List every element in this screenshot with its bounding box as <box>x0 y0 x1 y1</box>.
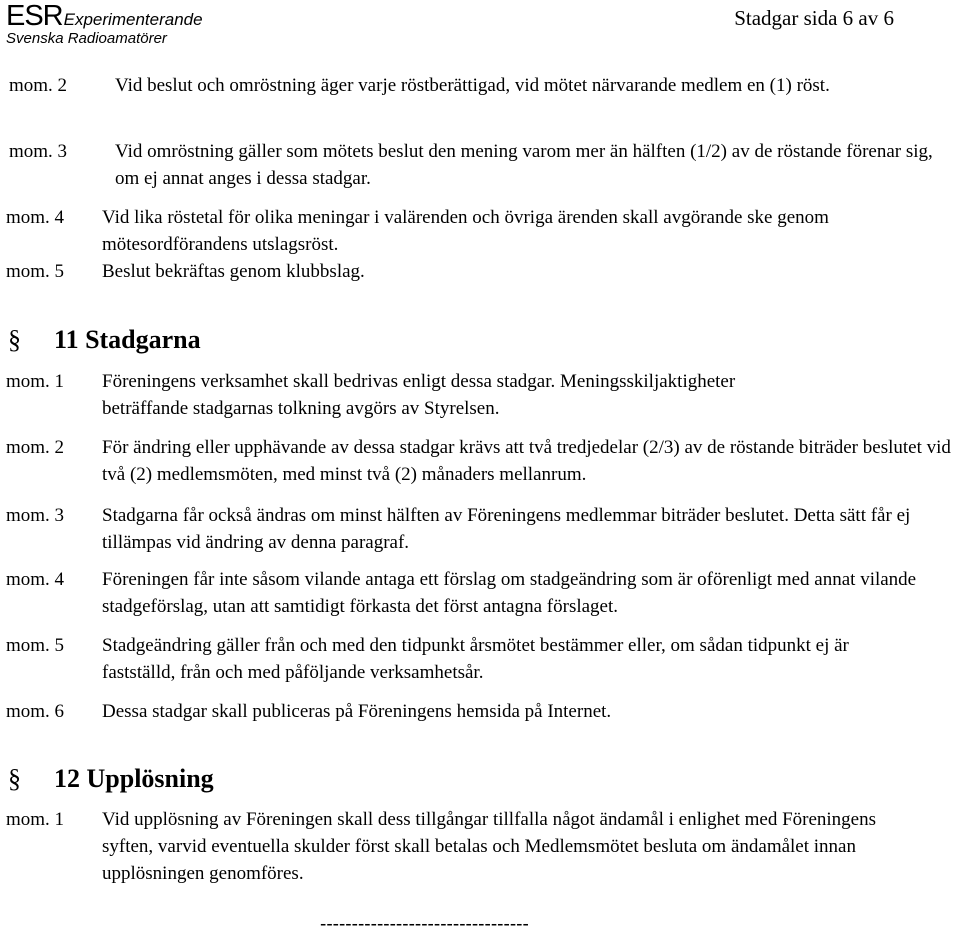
mom-label: mom. 2 <box>6 437 65 458</box>
page-number: Stadgar sida 6 av 6 <box>734 6 894 30</box>
mom-label: mom. 5 <box>6 261 65 282</box>
mom-text: Vid omröstning gäller som mötets beslut den mening varom mer än hälften (1/2) av de röstande förenar sig, om ej annat anges i dessa stadgar. <box>115 141 933 189</box>
section-title: 12 Upplösning <box>54 764 214 793</box>
mom-text: Vid lika röstetal för olika meningar i valärenden och övriga ärenden skall avgörande ske genom mötesordförandens utslagsröst. <box>102 207 829 255</box>
section-heading <box>8 764 214 794</box>
mom-label: mom. 6 <box>6 701 65 722</box>
logo-tagline: Experimenterande <box>63 10 203 29</box>
end-separator: --------------------------------- <box>320 914 529 935</box>
mom-label: mom. 5 <box>6 635 65 656</box>
section-heading <box>8 325 201 355</box>
mom-text: Beslut bekräftas genom klubbslag. <box>102 261 365 282</box>
section-symbol: § <box>8 764 21 793</box>
mom-label: mom. 3 <box>9 141 68 162</box>
esr-logo <box>6 2 203 47</box>
mom-text: Föreningen får inte såsom vilande antaga ett förslag om stadgeändring som är oförenligt med annat vilande stadgeförslag, utan att samtidigt förkasta det först antagna förslaget. <box>102 569 917 617</box>
mom-label: mom. 1 <box>6 809 65 830</box>
mom-text: Föreningens verksamhet skall bedrivas enligt dessa stadgar. Meningsskiljaktigheter beträffande stadgarnas tolkning avgörs av Styrelsen. <box>102 371 736 419</box>
mom-label: mom. 4 <box>6 207 65 228</box>
mom-label: mom. 3 <box>6 505 65 526</box>
mom-text: Stadgarna får också ändras om minst hälften av Föreningens medlemmar biträder beslutet. Detta sätt får ej tillämpas vid ändring av denna paragraf. <box>102 505 911 553</box>
mom-text: Stadgeändring gäller från och med den tidpunkt årsmötet bestämmer eller, om sådan tidpunkt ej är fastställd, från och med påföljande verksamhetsår. <box>102 635 849 683</box>
section-symbol: § <box>8 325 21 354</box>
logo-abbr: ESR <box>6 0 63 32</box>
mom-text: För ändring eller upphävande av dessa stadgar krävs att två tredjedelar (2/3) av de röstande biträder beslutet vid två (2) medlemsmöten, med minst två (2) månaders mellanrum. <box>102 437 951 485</box>
mom-label: mom. 4 <box>6 569 65 590</box>
mom-label: mom. 2 <box>9 75 68 96</box>
section-title: 11 Stadgarna <box>54 325 201 354</box>
mom-text: Vid beslut och omröstning äger varje röstberättigad, vid mötet närvarande medlem en (1) röst. <box>115 75 830 96</box>
mom-text: Dessa stadgar skall publiceras på Föreningens hemsida på Internet. <box>102 701 612 722</box>
mom-label: mom. 1 <box>6 371 65 392</box>
mom-text: Vid upplösning av Föreningen skall dess tillgångar tillfalla något ändamål i enlighet med Föreningens syften, varvid eventuella skulder först skall betalas och Medlemsmötet besluta om ändamålet innan upplösningen genomföres. <box>102 809 877 884</box>
logo-org: Svenska Radioamatörer <box>6 30 167 47</box>
